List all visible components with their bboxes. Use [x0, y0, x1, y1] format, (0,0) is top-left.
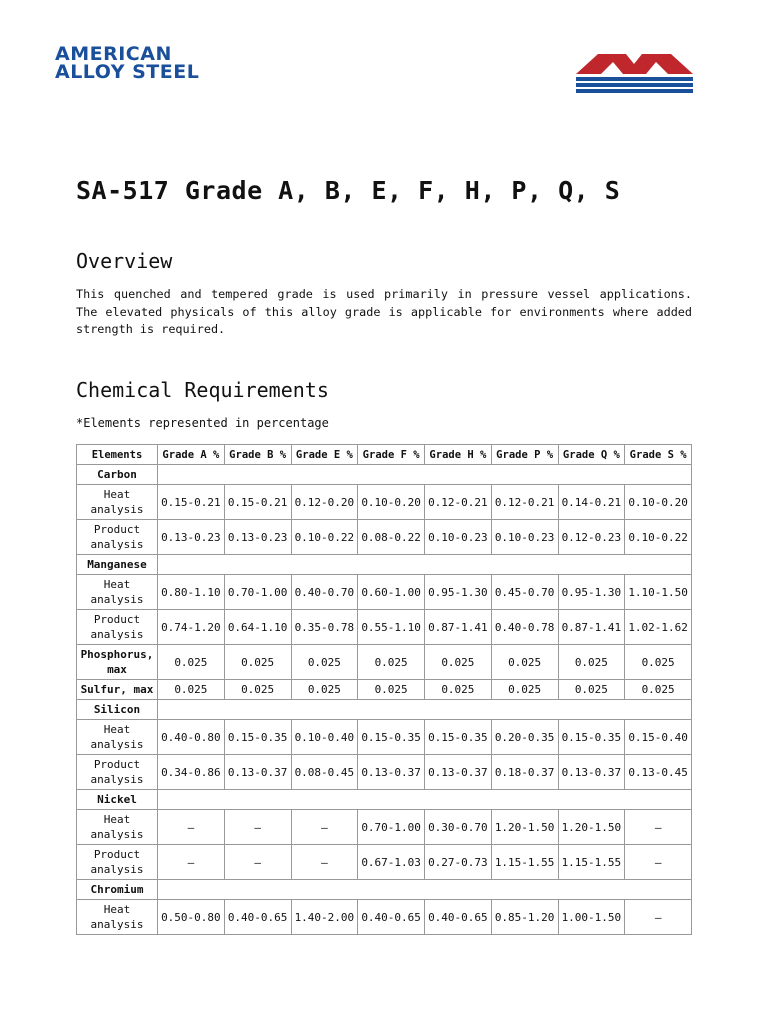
value-cell: 0.10-0.40 — [291, 720, 358, 755]
value-cell: 0.87-1.41 — [558, 610, 625, 645]
value-cell: 0.15-0.40 — [625, 720, 692, 755]
header-cell: Grade E % — [291, 445, 358, 465]
value-cell: – — [158, 845, 225, 880]
row-label: Sulfur, max — [77, 680, 158, 700]
logo-mark-stripe-3 — [576, 89, 693, 93]
table-row — [77, 900, 692, 935]
chemical-requirements-table — [76, 444, 692, 935]
value-cell: 0.12-0.21 — [491, 485, 558, 520]
header-cell: Grade H % — [425, 445, 492, 465]
value-cell: 0.10-0.20 — [625, 485, 692, 520]
value-cell: 0.15-0.35 — [224, 720, 291, 755]
value-cell: 1.00-1.50 — [558, 900, 625, 935]
value-cell: 0.74-1.20 — [158, 610, 225, 645]
table-row — [77, 645, 692, 680]
value-cell: 0.40-0.70 — [291, 575, 358, 610]
value-cell: 0.67-1.03 — [358, 845, 425, 880]
row-label: Heat analysis — [77, 810, 158, 845]
value-cell: 0.34-0.86 — [158, 755, 225, 790]
value-cell: 0.025 — [291, 680, 358, 700]
value-cell: 0.025 — [625, 680, 692, 700]
value-cell: 0.08-0.22 — [358, 520, 425, 555]
value-cell: 0.30-0.70 — [425, 810, 492, 845]
value-cell: 0.40-0.80 — [158, 720, 225, 755]
logo-mark-gap — [662, 81, 666, 83]
value-cell: – — [224, 845, 291, 880]
value-cell: 0.025 — [425, 680, 492, 700]
value-cell: 0.13-0.45 — [625, 755, 692, 790]
logo-mark-stripe-1 — [576, 77, 693, 81]
value-cell: 0.40-0.65 — [425, 900, 492, 935]
row-label: Heat analysis — [77, 575, 158, 610]
value-cell: 0.025 — [558, 680, 625, 700]
row-label: Heat analysis — [77, 720, 158, 755]
brand-logo — [55, 45, 199, 81]
page-title: SA-517 Grade A, B, E, F, H, P, Q, S — [76, 176, 621, 205]
header-cell: Grade F % — [358, 445, 425, 465]
value-cell: – — [224, 810, 291, 845]
value-cell: 1.02-1.62 — [625, 610, 692, 645]
value-cell: – — [291, 810, 358, 845]
value-cell: 0.13-0.37 — [425, 755, 492, 790]
overview-heading: Overview — [76, 249, 173, 273]
table-row — [77, 520, 692, 555]
value-cell: 0.025 — [491, 680, 558, 700]
value-cell: 0.27-0.73 — [425, 845, 492, 880]
table-header-row — [77, 445, 692, 465]
value-cell: 1.20-1.50 — [491, 810, 558, 845]
category-filler-cell — [158, 555, 692, 575]
value-cell: 0.50-0.80 — [158, 900, 225, 935]
value-cell: 0.64-1.10 — [224, 610, 291, 645]
value-cell: 0.025 — [158, 645, 225, 680]
value-cell: 0.025 — [158, 680, 225, 700]
value-cell: 1.15-1.55 — [558, 845, 625, 880]
element-category-row — [77, 700, 692, 720]
value-cell: 0.13-0.23 — [224, 520, 291, 555]
value-cell: 0.025 — [558, 645, 625, 680]
value-cell: 0.025 — [224, 680, 291, 700]
value-cell: 0.13-0.37 — [224, 755, 291, 790]
value-cell: 0.13-0.23 — [158, 520, 225, 555]
element-category-row — [77, 465, 692, 485]
category-filler-cell — [158, 700, 692, 720]
value-cell: – — [625, 810, 692, 845]
header-cell: Grade Q % — [558, 445, 625, 465]
value-cell: 0.87-1.41 — [425, 610, 492, 645]
value-cell: 0.025 — [291, 645, 358, 680]
row-label: Heat analysis — [77, 485, 158, 520]
element-category-label: Carbon — [77, 465, 158, 485]
value-cell: 0.025 — [358, 680, 425, 700]
value-cell: 0.15-0.21 — [224, 485, 291, 520]
value-cell: 0.95-1.30 — [558, 575, 625, 610]
row-label: Product analysis — [77, 610, 158, 645]
value-cell: 1.40-2.00 — [291, 900, 358, 935]
value-cell: 0.20-0.35 — [491, 720, 558, 755]
value-cell: 0.10-0.23 — [425, 520, 492, 555]
value-cell: 0.35-0.78 — [291, 610, 358, 645]
value-cell: 0.12-0.20 — [291, 485, 358, 520]
value-cell: 0.15-0.35 — [358, 720, 425, 755]
table-row — [77, 810, 692, 845]
value-cell: 0.70-1.00 — [224, 575, 291, 610]
header-cell: Grade B % — [224, 445, 291, 465]
value-cell: 0.60-1.00 — [358, 575, 425, 610]
value-cell: 0.95-1.30 — [425, 575, 492, 610]
value-cell: 0.15-0.35 — [558, 720, 625, 755]
table-body — [77, 465, 692, 935]
value-cell: 0.55-1.10 — [358, 610, 425, 645]
value-cell: 0.40-0.65 — [224, 900, 291, 935]
header-cell: Grade A % — [158, 445, 225, 465]
value-cell: 1.15-1.55 — [491, 845, 558, 880]
table-row — [77, 680, 692, 700]
value-cell: 0.15-0.35 — [425, 720, 492, 755]
value-cell: 0.70-1.00 — [358, 810, 425, 845]
value-cell: 0.13-0.37 — [358, 755, 425, 790]
header-cell: Elements — [77, 445, 158, 465]
value-cell: 0.025 — [625, 645, 692, 680]
element-category-label: Nickel — [77, 790, 158, 810]
table-row — [77, 610, 692, 645]
value-cell: 0.45-0.70 — [491, 575, 558, 610]
value-cell: 0.08-0.45 — [291, 755, 358, 790]
row-label: Product analysis — [77, 845, 158, 880]
value-cell: 0.13-0.37 — [558, 755, 625, 790]
value-cell: 0.12-0.21 — [425, 485, 492, 520]
chemical-note: *Elements represented in percentage — [76, 416, 329, 430]
category-filler-cell — [158, 880, 692, 900]
element-category-row — [77, 880, 692, 900]
row-label: Product analysis — [77, 520, 158, 555]
table-row — [77, 485, 692, 520]
logo-mark-stripe-2 — [576, 83, 693, 87]
value-cell: 0.85-1.20 — [491, 900, 558, 935]
row-label: Heat analysis — [77, 900, 158, 935]
value-cell: 0.12-0.23 — [558, 520, 625, 555]
value-cell: 0.10-0.22 — [291, 520, 358, 555]
value-cell: 0.15-0.21 — [158, 485, 225, 520]
overview-text: This quenched and tempered grade is used primarily in pressure vessel applications. The elevated physicals of this alloy grade is applicable for environments where added strength is required. — [76, 287, 692, 336]
row-label: Phosphorus, max — [77, 645, 158, 680]
value-cell: 0.025 — [358, 645, 425, 680]
value-cell: 0.80-1.10 — [158, 575, 225, 610]
row-label: Product analysis — [77, 755, 158, 790]
value-cell: 0.40-0.65 — [358, 900, 425, 935]
value-cell: 0.10-0.23 — [491, 520, 558, 555]
header-cell: Grade S % — [625, 445, 692, 465]
category-filler-cell — [158, 465, 692, 485]
value-cell: 1.10-1.50 — [625, 575, 692, 610]
value-cell: – — [158, 810, 225, 845]
value-cell: – — [625, 845, 692, 880]
value-cell: 0.025 — [425, 645, 492, 680]
table-row — [77, 720, 692, 755]
table-row — [77, 845, 692, 880]
brand-logo-icon — [576, 52, 693, 95]
chemical-heading: Chemical Requirements — [76, 378, 329, 402]
value-cell: – — [625, 900, 692, 935]
value-cell: 0.10-0.22 — [625, 520, 692, 555]
logo-mark-red-shape — [576, 54, 693, 74]
category-filler-cell — [158, 790, 692, 810]
element-category-row — [77, 790, 692, 810]
element-category-row — [77, 555, 692, 575]
logo-line-1: AMERICAN — [55, 43, 172, 65]
element-category-label: Silicon — [77, 700, 158, 720]
header-cell: Grade P % — [491, 445, 558, 465]
value-cell: 0.14-0.21 — [558, 485, 625, 520]
table-row — [77, 575, 692, 610]
value-cell: 0.025 — [224, 645, 291, 680]
value-cell: 1.20-1.50 — [558, 810, 625, 845]
value-cell: 0.10-0.20 — [358, 485, 425, 520]
value-cell: 0.40-0.78 — [491, 610, 558, 645]
table-row — [77, 755, 692, 790]
value-cell: 0.025 — [491, 645, 558, 680]
element-category-label: Chromium — [77, 880, 158, 900]
value-cell: – — [291, 845, 358, 880]
value-cell: 0.18-0.37 — [491, 755, 558, 790]
element-category-label: Manganese — [77, 555, 158, 575]
logo-line-2: ALLOY STEEL — [55, 61, 200, 83]
